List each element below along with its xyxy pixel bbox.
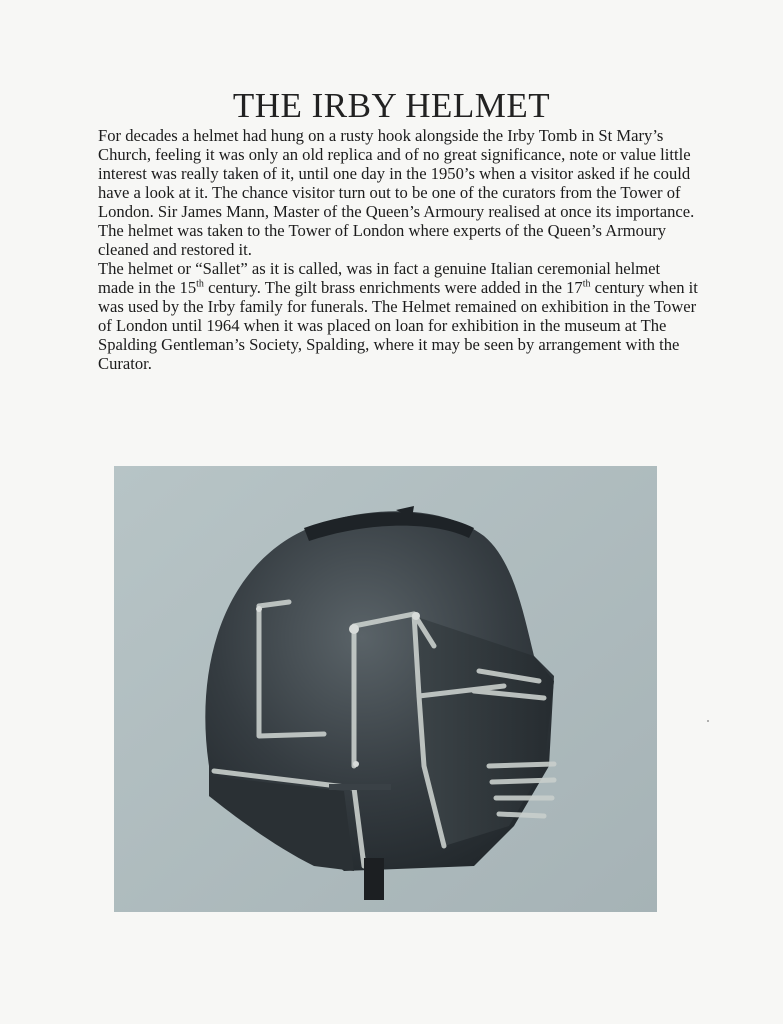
superscript-th-1: th	[196, 278, 204, 290]
helmet-photo	[114, 466, 657, 912]
page-title: THE IRBY HELMET	[232, 86, 551, 125]
article-body	[98, 126, 698, 373]
paragraph-2-part-1: The helmet or “Sallet” as it is called, was in fact a genuine Italian ceremonial helmet made in the 15	[98, 259, 661, 297]
paragraph-1: For decades a helmet had hung on a rusty hook alongside the Irby Tomb in St Mary’s Church, feeling it was only an old replica and of no great significance, note or value little interest was really taken of it, until one day in the 1950’s when a visitor asked if he could have a look at it. The chance visitor turn out to be one of the curators from the Tower of London. Sir James Mann, Master of the Queen’s Armoury realised at once its importance. The helmet was taken to the Tower of London where experts of the Queen’s Armoury cleaned and restored it.	[98, 126, 695, 259]
helmet-photo-icon	[114, 466, 657, 912]
paragraph-2	[98, 259, 698, 373]
paragraph-2-part-2: century. The gilt brass enrichments were added in the 17	[203, 278, 583, 297]
paragraph-2-part-3: century when it was used by the Irby family for funerals. The Helmet remained on exhibition in the Tower of London until 1964 when it was placed on loan for exhibition in the museum at The Spalding Gentleman’s Society, Spalding, where it may be seen by arrangement with the Curator.	[98, 278, 698, 373]
page-speck	[707, 720, 709, 722]
superscript-th-2: th	[582, 278, 591, 290]
